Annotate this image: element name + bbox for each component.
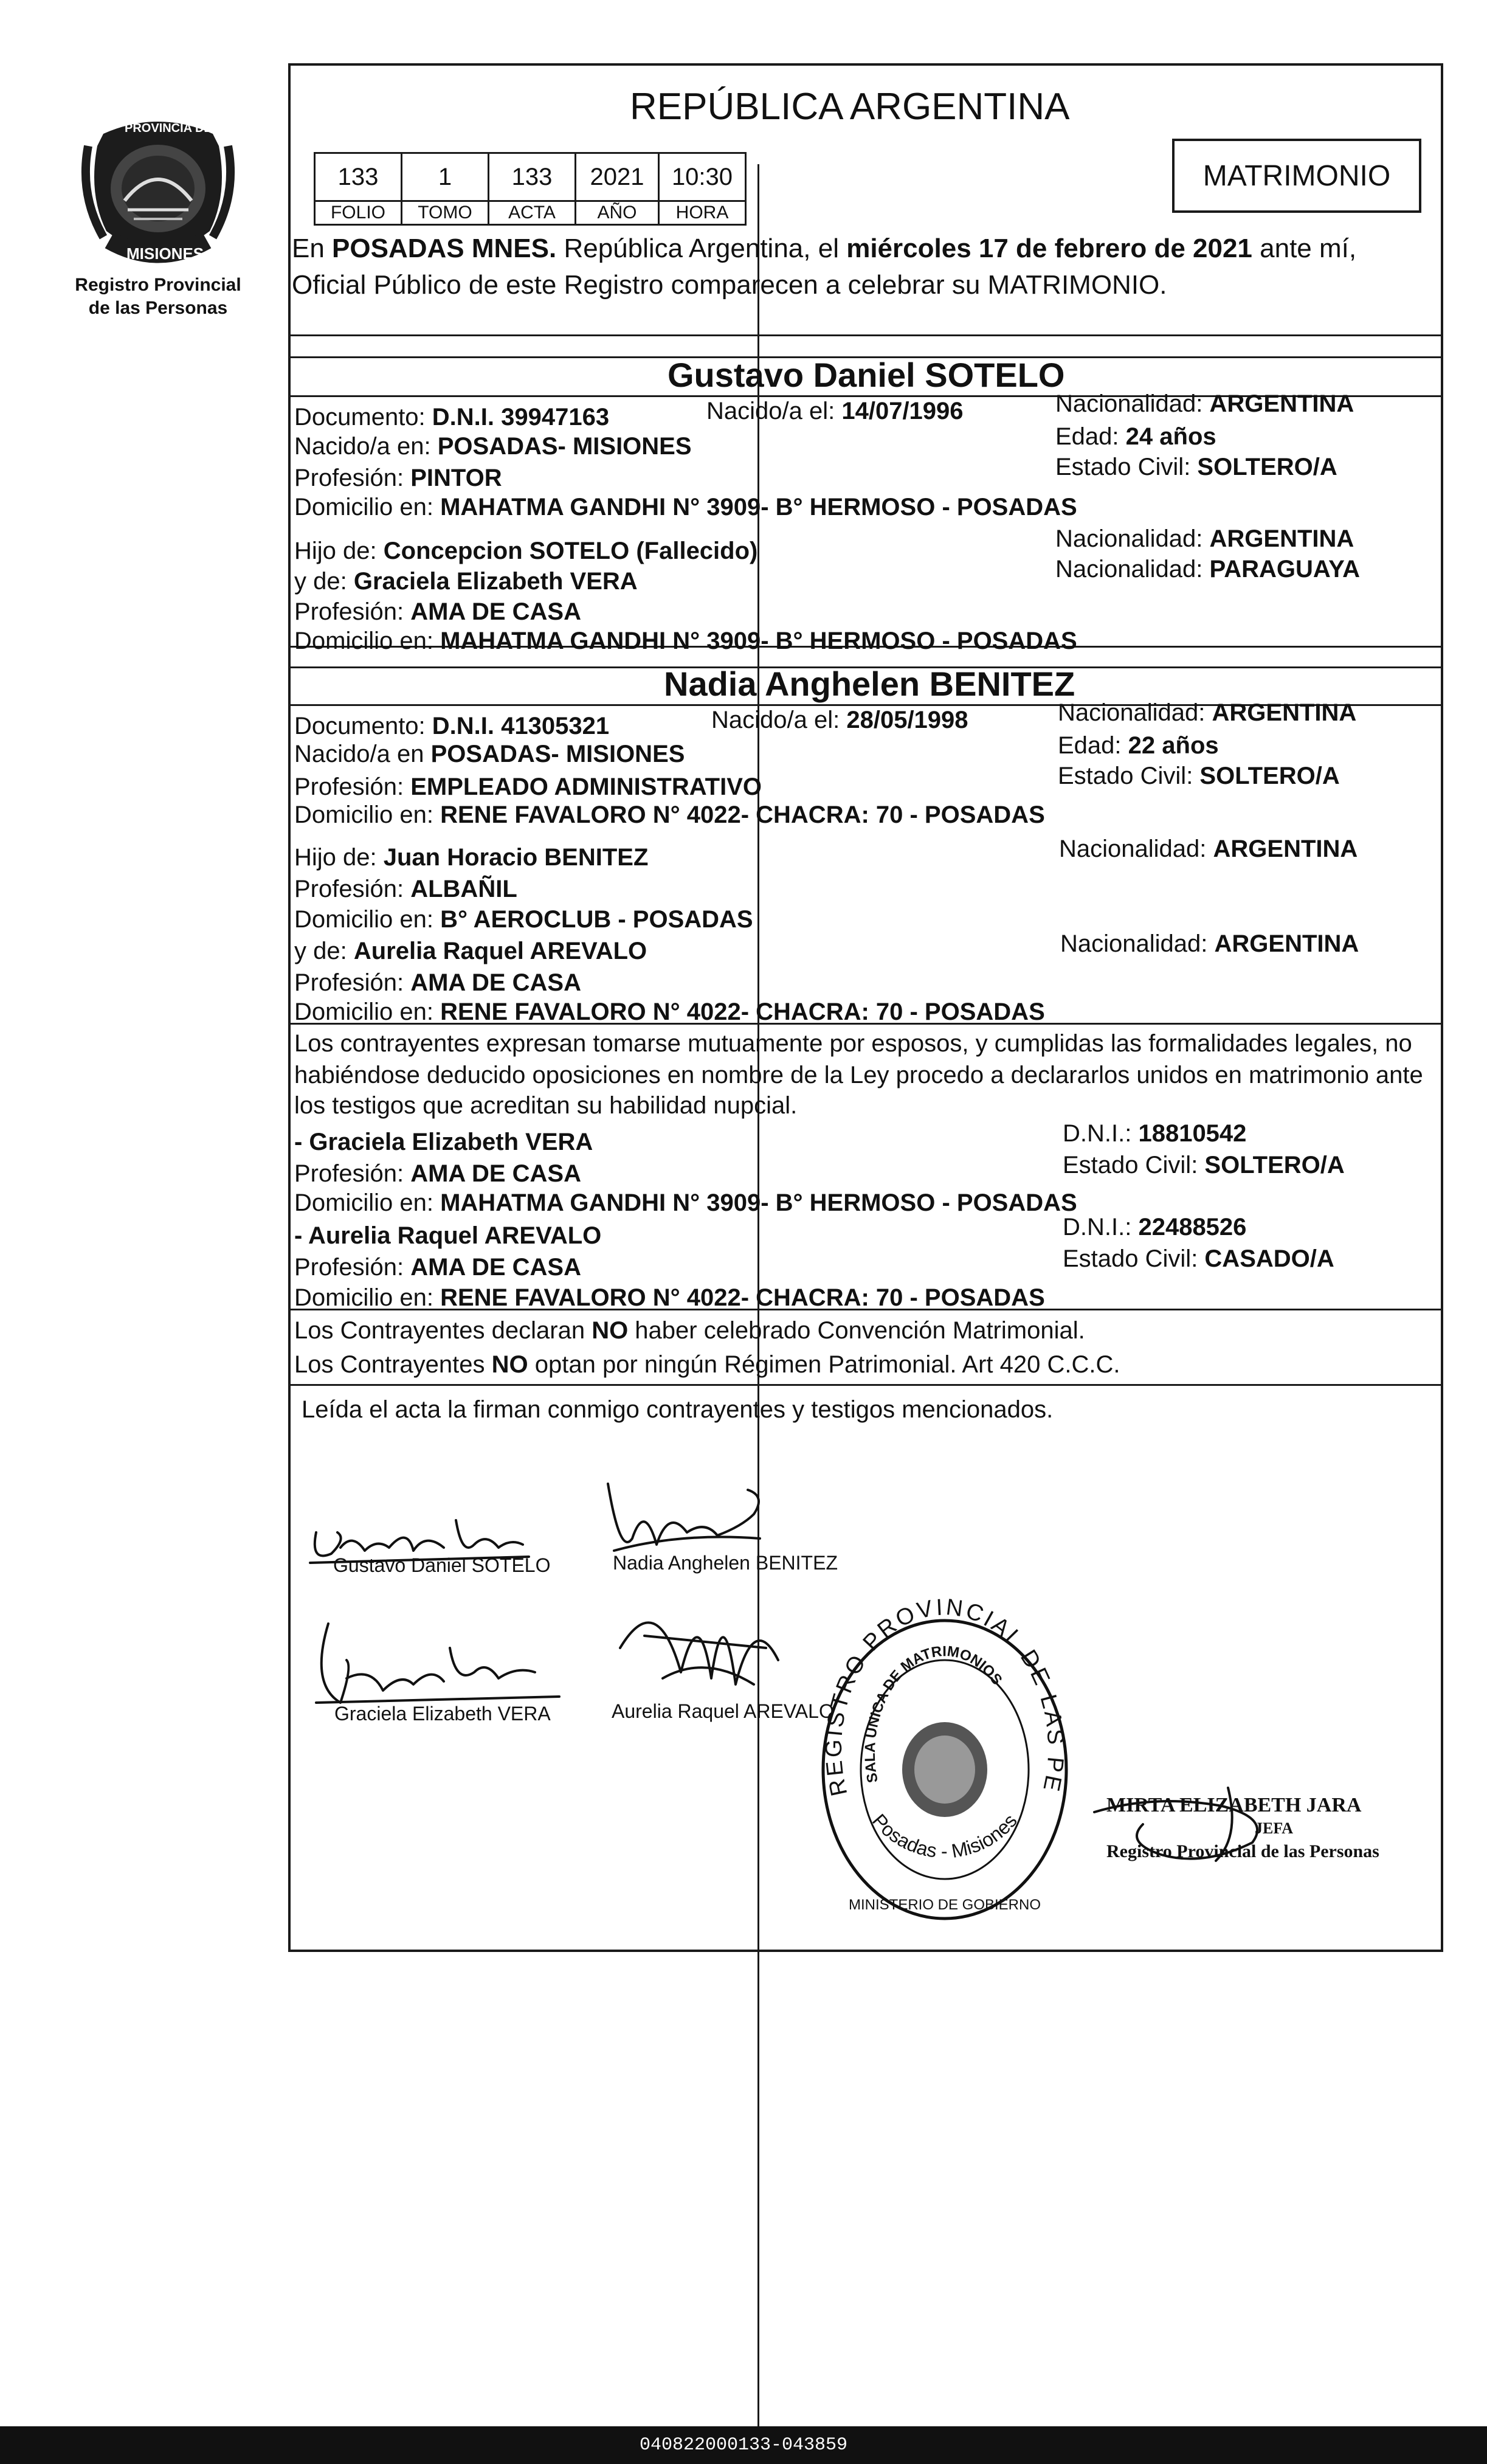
groom-profession: Profesión: PINTOR [294, 465, 502, 491]
groom-birthplace: Nacido/a en: POSADAS- MISIONES [294, 433, 692, 460]
registry-seal-stamp [801, 1591, 1078, 1928]
witness-1-address: Domicilio en: MAHATMA GANDHI N° 3909- B° HERMOSO - POSADAS [294, 1189, 1077, 1216]
witness-1-signature [304, 1611, 596, 1709]
witness-1-signature-caption: Graciela Elizabeth VERA [334, 1703, 551, 1725]
svg-text:SALA UNICA DE MATRIMONIOS: SALA UNICA DE MATRIMONIOS [861, 1643, 1006, 1784]
declaration-line-3: los testigos que acreditan su habilidad nupcial. [294, 1092, 798, 1119]
groom-father-nationality: Nacionalidad: ARGENTINA [1055, 525, 1354, 552]
groom-parents-address: Domicilio en: MAHATMA GANDHI N° 3909- B° HERMOSO - POSADAS [294, 628, 1077, 654]
acta-value: 133 [489, 153, 576, 201]
witness-1-name: - Graciela Elizabeth VERA [294, 1129, 593, 1155]
bride-address: Domicilio en: RENE FAVALORO N° 4022- CHACRA: 70 - POSADAS [294, 801, 1045, 828]
groom-nationality: Nacionalidad: ARGENTINA [1055, 390, 1354, 417]
bride-name: Nadia Anghelen BENITEZ [664, 665, 1075, 703]
groom-address: Domicilio en: MAHATMA GANDHI N° 3909- B° HERMOSO - POSADAS [294, 494, 1077, 521]
witness-1-profession: Profesión: AMA DE CASA [294, 1160, 581, 1187]
acta-label: ACTA [489, 201, 576, 225]
witness-2-civil-status: Estado Civil: CASADO/A [1063, 1245, 1334, 1272]
logo-text-top: PROVINCIA DE [125, 122, 212, 135]
bride-birthplace: Nacido/a en POSADAS- MISIONES [294, 741, 685, 767]
groom-birthdate: Nacido/a el: 14/07/1996 [706, 398, 964, 424]
groom-mother-nationality: Nacionalidad: PARAGUAYA [1055, 556, 1360, 583]
official-signature [1070, 1751, 1325, 1873]
divider [288, 334, 1443, 336]
bride-nationality: Nacionalidad: ARGENTINA [1058, 699, 1357, 726]
bride-mother-nationality: Nacionalidad: ARGENTINA [1060, 930, 1359, 957]
groom-age: Edad: 24 años [1055, 423, 1216, 450]
bride-father-address: Domicilio en: B° AEROCLUB - POSADAS [294, 906, 753, 933]
witness-2-signature [608, 1575, 802, 1697]
official-name: MIRTA ELIZABETH JARA [1106, 1794, 1362, 1816]
bride-birthdate: Nacido/a el: 28/05/1998 [711, 707, 968, 733]
intro-line-1: En POSADAS MNES. República Argentina, el miércoles 17 de febrero de 2021 ante mí, [292, 234, 1357, 263]
groom-civil-status: Estado Civil: SOLTERO/A [1055, 454, 1337, 480]
bride-mother-address: Domicilio en: RENE FAVALORO N° 4022- CHACRA: 70 - POSADAS [294, 998, 1045, 1025]
document-footer-id: 040822000133-043859 [0, 2426, 1487, 2464]
bride-father-profession: Profesión: ALBAÑIL [294, 876, 517, 902]
divider [288, 1384, 1443, 1386]
registry-logo [67, 109, 249, 318]
time-value: 10:30 [659, 153, 746, 201]
folio-label: FOLIO [315, 201, 402, 225]
official-role: JEFA [1255, 1819, 1294, 1837]
folio-value: 133 [315, 153, 402, 201]
groom-name: Gustavo Daniel SOTELO [668, 356, 1065, 394]
svg-text:MINISTERIO DE GOBIERNO: MINISTERIO DE GOBIERNO [848, 1897, 1041, 1913]
bride-signature [596, 1466, 778, 1563]
year-value: 2021 [576, 153, 659, 201]
logo-caption-2: de las Personas [88, 298, 228, 318]
bride-mother: y de: Aurelia Raquel AREVALO [294, 938, 647, 964]
bride-father: Hijo de: Juan Horacio BENITEZ [294, 844, 649, 871]
time-label: HORA [659, 201, 746, 225]
witness-1-dni: D.N.I.: 18810542 [1063, 1120, 1247, 1147]
bride-signature-caption: Nadia Anghelen BENITEZ [613, 1552, 838, 1574]
groom-mother: y de: Graciela Elizabeth VERA [294, 568, 638, 595]
witness-2-profession: Profesión: AMA DE CASA [294, 1254, 581, 1281]
groom-signature-caption: Gustavo Daniel SOTELO [333, 1554, 551, 1576]
logo-caption-1: Registro Provincial [75, 275, 241, 295]
bride-profession: Profesión: EMPLEADO ADMINISTRATIVO [294, 773, 762, 800]
groom-document: Documento: D.N.I. 39947163 [294, 404, 610, 431]
bride-mother-profession: Profesión: AMA DE CASA [294, 969, 581, 996]
regime-line-2: Los Contrayentes NO optan por ningún Régimen Patrimonial. Art 420 C.C.C. [294, 1351, 1120, 1378]
regime-line-1: Los Contrayentes declaran NO haber celebrado Convención Matrimonial. [294, 1317, 1085, 1344]
groom-father: Hijo de: Concepcion SOTELO (Fallecido) [294, 538, 758, 564]
tomo-label: TOMO [402, 201, 489, 225]
declaration-line-1: Los contrayentes expresan tomarse mutuamente por esposos, y cumplidas las formalidades legales, no [294, 1030, 1412, 1057]
witness-2-address: Domicilio en: RENE FAVALORO N° 4022- CHACRA: 70 - POSADAS [294, 1284, 1045, 1311]
declaration-line-2: habiéndose deducido oposiciones en nombre de la Ley procedo a declararlos unidos en matrimonio ante [294, 1062, 1423, 1088]
act-type-box [1172, 139, 1421, 213]
witness-2-dni: D.N.I.: 22488526 [1063, 1214, 1247, 1241]
svg-text:Posadas - Misiones: Posadas - Misiones [868, 1809, 1021, 1863]
bride-age: Edad: 22 años [1058, 732, 1219, 759]
closing-text: Leída el acta la firman conmigo contrayentes y testigos mencionados. [302, 1396, 1054, 1423]
country-title: REPÚBLICA ARGENTINA [630, 86, 1070, 128]
tomo-value: 1 [402, 153, 489, 201]
witness-2-signature-caption: Aurelia Raquel AREVALO [612, 1700, 834, 1722]
intro-line-2: Oficial Público de este Registro comparecen a celebrar su MATRIMONIO. [292, 270, 1167, 300]
logo-text-bottom: MISIONES [126, 244, 204, 263]
act-type: MATRIMONIO [1202, 159, 1391, 192]
bride-civil-status: Estado Civil: SOLTERO/A [1058, 763, 1340, 789]
groom-mother-profession: Profesión: AMA DE CASA [294, 598, 581, 625]
official-organization: Registro Provincial de las Personas [1106, 1841, 1379, 1861]
registry-table [314, 152, 747, 226]
year-label: AÑO [576, 201, 659, 225]
witness-2-name: - Aurelia Raquel AREVALO [294, 1222, 602, 1249]
bride-document: Documento: D.N.I. 41305321 [294, 713, 610, 739]
bride-father-nationality: Nacionalidad: ARGENTINA [1059, 836, 1358, 862]
svg-text:REGISTRO PROVINCIAL DE LAS PER: REGISTRO PROVINCIAL DE LAS PERSONAS [801, 1591, 1069, 1799]
witness-1-civil-status: Estado Civil: SOLTERO/A [1063, 1152, 1345, 1178]
